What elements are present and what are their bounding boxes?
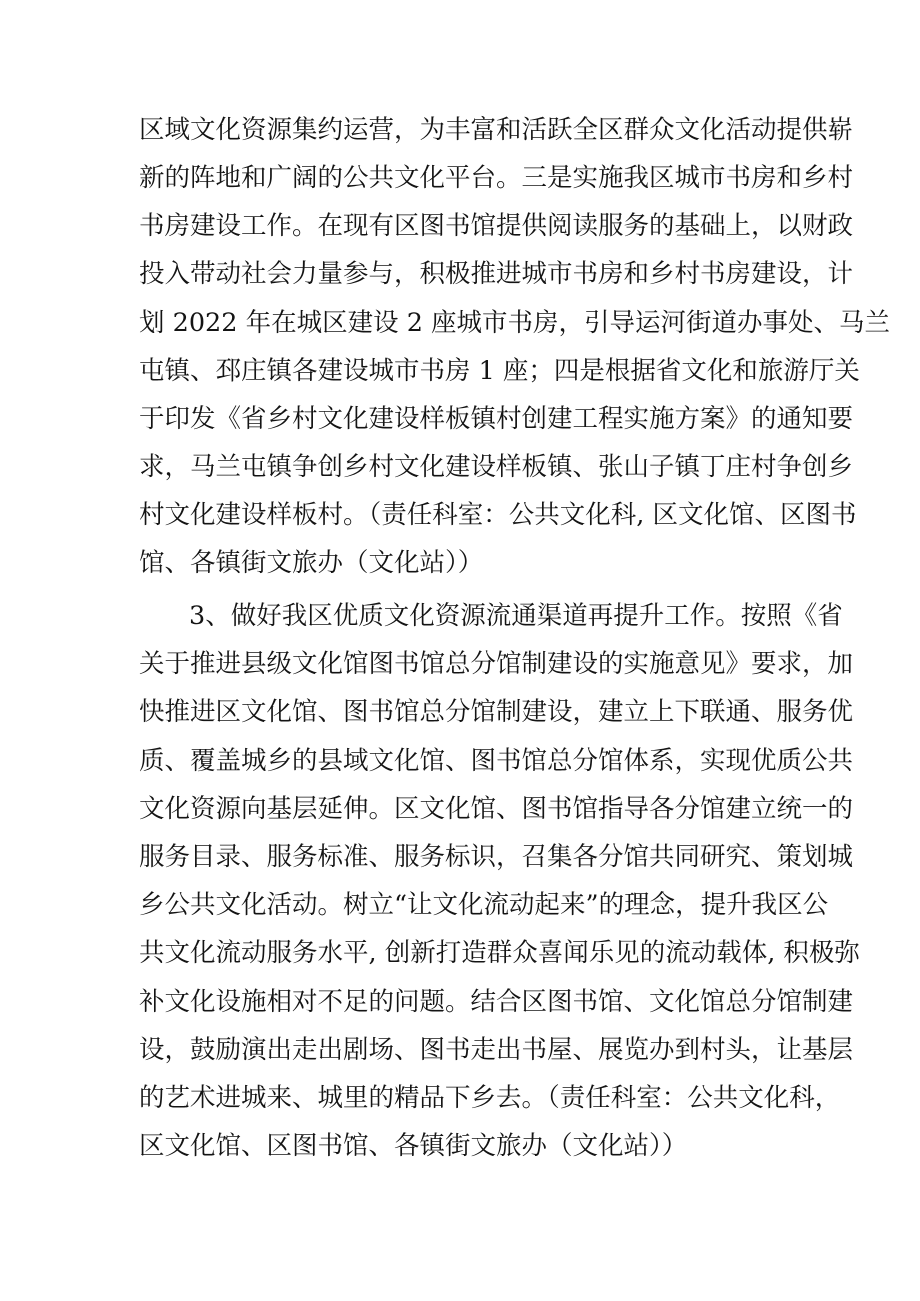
text-line: 乡公共文化活动。树立“让文化流动起来”的理念，提升我区公: [139, 890, 829, 920]
text-line: 共文化流动服务水平, 创新打造群众喜闻乐见的流动载体, 积极弥: [139, 938, 860, 968]
text-line: 书房建设工作。在现有区图书馆提供阅读服务的基础上，以财政: [139, 211, 854, 241]
text-line: 于印发《省乡村文化建设样板镇村创建工程实施方案》的通知要: [139, 404, 854, 434]
text-line: 村文化建设样板村。（责任科室：公共文化科, 区文化馆、区图书: [139, 500, 857, 530]
text-line: 划 2022 年在城区建设 2 座城市书房，引导运河街道办事处、马兰: [139, 308, 891, 338]
text-line: 快推进区文化馆、图书馆总分馆制建设，建立上下联通、服务优: [139, 697, 854, 727]
text-line: 设，鼓励演出走出剧场、图书走出书屋、展览办到村头，让基层: [139, 1035, 854, 1065]
text-line: 求，马兰屯镇争创乡村文化建设样板镇、张山子镇丁庄村争创乡: [139, 452, 854, 482]
paragraph-start-line: 3、做好我区优质文化资源流通渠道再提升工作。按照《省: [189, 601, 843, 631]
text-line: 区文化馆、区图书馆、各镇街文旅办（文化站））: [139, 1131, 688, 1161]
text-line: 补文化设施相对不足的问题。结合区图书馆、文化馆总分馆制建: [139, 987, 854, 1017]
text-line: 质、覆盖城乡的县域文化馆、图书馆总分馆体系，实现优质公共: [139, 746, 854, 776]
text-line: 区域文化资源集约运营，为丰富和活跃全区群众文化活动提供崭: [139, 115, 854, 145]
text-line: 屯镇、邳庄镇各建设城市书房 1 座；四是根据省文化和旅游厅关: [139, 356, 860, 386]
text-line: 关于推进县级文化馆图书馆总分馆制建设的实施意见》要求，加: [139, 649, 854, 679]
text-line: 的艺术进城来、城里的精品下乡去。（责任科室：公共文化科，: [139, 1083, 841, 1113]
text-line: 服务目录、服务标准、服务标识，召集各分馆共同研究、策划城: [139, 842, 854, 872]
text-line: 新的阵地和广阔的公共文化平台。三是实施我区城市书房和乡村: [139, 163, 854, 193]
text-line: 馆、各镇街文旅办（文化站））: [139, 548, 484, 578]
text-line: 投入带动社会力量参与，积极推进城市书房和乡村书房建设，计: [139, 259, 854, 289]
text-line: 文化资源向基层延伸。区文化馆、图书馆指导各分馆建立统一的: [139, 794, 854, 824]
